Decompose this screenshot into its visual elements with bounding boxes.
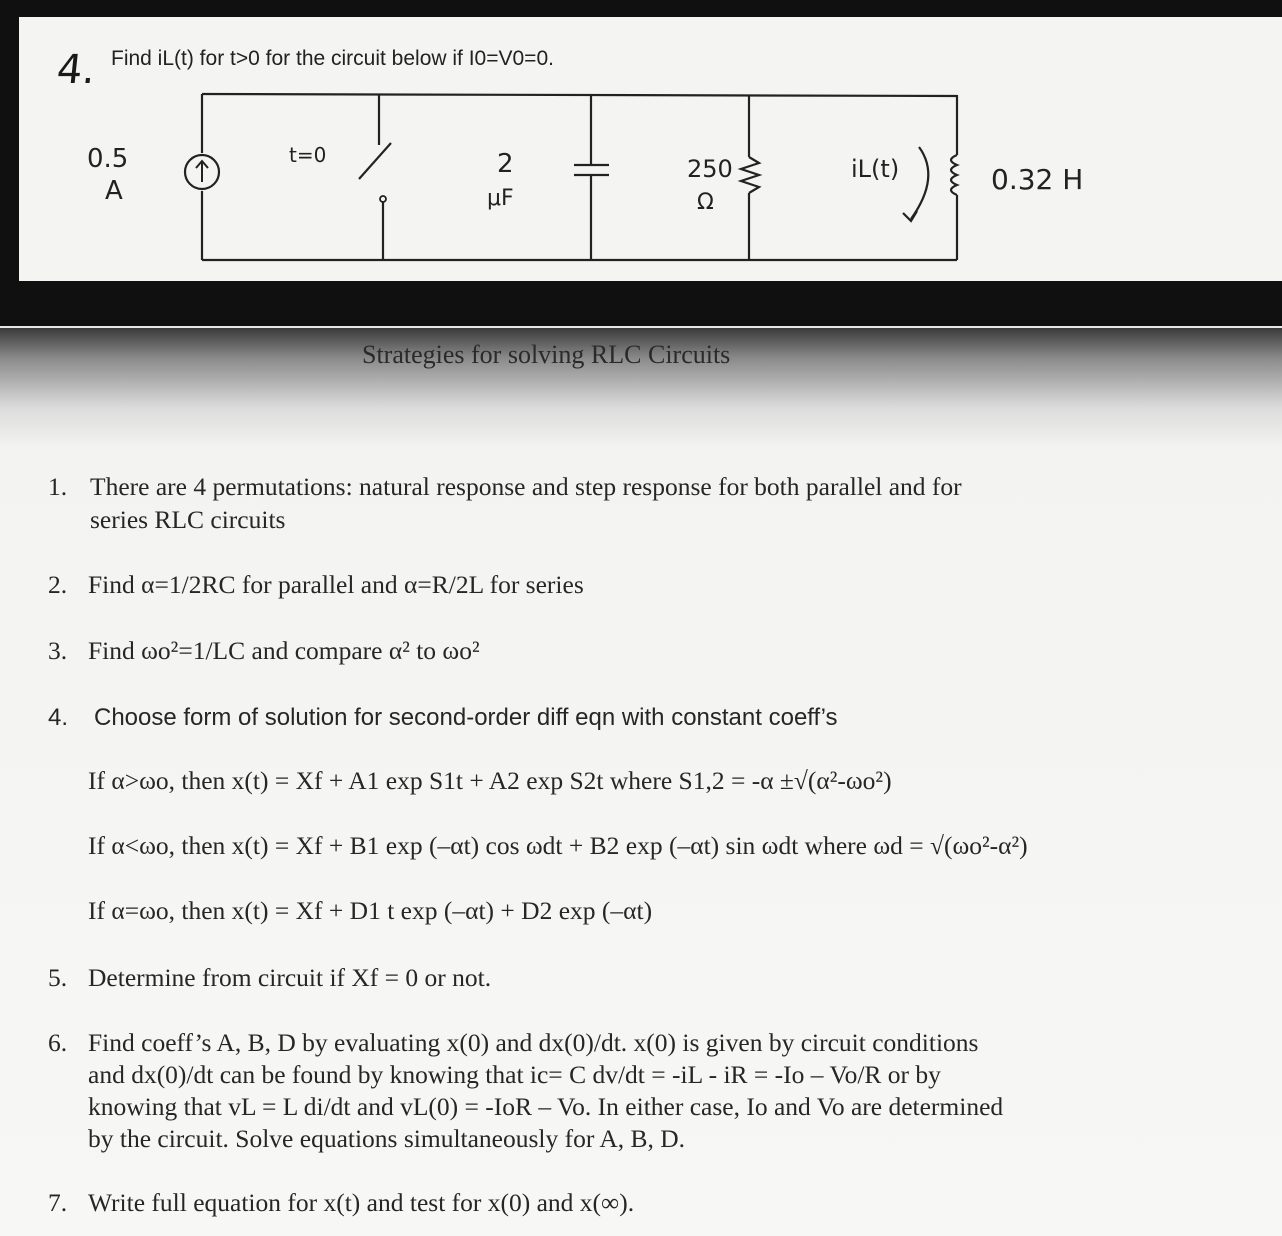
step-text: knowing that vL = L di/dt and vL(0) = -IoR – Vo. In either case, Io and Vo are determined [88,1092,1004,1121]
inductor-label: 0.32 H [991,163,1084,196]
strategies-document [0,326,1282,1236]
step-text: Find coeff’s A, B, D by evaluating x(0) and dx(0)/dt. x(0) is given by circuit conditions [88,1028,979,1057]
step-text: Determine from circuit if Xf = 0 or not. [88,963,492,992]
step-number: 5. [48,963,68,992]
step-text: Write full equation for x(t) and test for x(0) and x(∞). [88,1188,635,1217]
capacitor-unit-label: μF [487,186,514,211]
step-text: and dx(0)/dt can be found by knowing that ic= C dv/dt = -iL - iR = -Io – Vo/R or by [88,1060,941,1089]
switch-label: t=0 [289,143,327,167]
step-number: 4. [48,704,69,731]
resistor-value-label: 250 [687,155,733,183]
step-number: 6. [48,1028,68,1057]
step-text: Find α=1/2RC for parallel and α=R/2L for series [88,570,584,599]
problem-number: 4. [54,47,98,93]
step-text: There are 4 permutations: natural response and step response for both parallel and for [90,472,962,501]
resistor-unit-label: Ω [697,190,714,215]
step-text: Find ωo²=1/LC and compare α² to ωo² [88,636,480,665]
source-unit-label: A [105,176,123,206]
formula-underdamped: If α<ωo, then x(t) = Xf + B1 exp (–αt) cos ωdt + B2 exp (–αt) sin ωdt where ωd = √(ωo²-α²) [88,831,1028,860]
circuit-diagram [19,17,1282,281]
formula-critically-damped: If α=ωo, then x(t) = Xf + D1 t exp (–αt) + D2 exp (–αt) [88,896,653,925]
step-number: 1. [48,472,68,501]
current-label: iL(t) [851,155,900,183]
capacitor-value-label: 2 [497,149,514,179]
problem-panel [19,17,1282,281]
problem-statement: Find iL(t) for t>0 for the circuit below if I0=V0=0. [111,47,554,70]
step-text: Choose form of solution for second-order diff eqn with constant coeff’s [94,704,838,731]
step-text: by the circuit. Solve equations simultaneously for A, B, D. [88,1124,686,1153]
step-number: 3. [48,636,68,665]
document-title: Strategies for solving RLC Circuits [362,340,731,369]
source-value-label: 0.5 [87,144,129,174]
step-number: 7. [48,1188,68,1217]
step-number: 2. [48,570,68,599]
formula-overdamped: If α>ωo, then x(t) = Xf + A1 exp S1t + A2 exp S2t where S1,2 = -α ±√(α²-ωo²) [88,766,892,795]
step-text: series RLC circuits [90,505,286,534]
